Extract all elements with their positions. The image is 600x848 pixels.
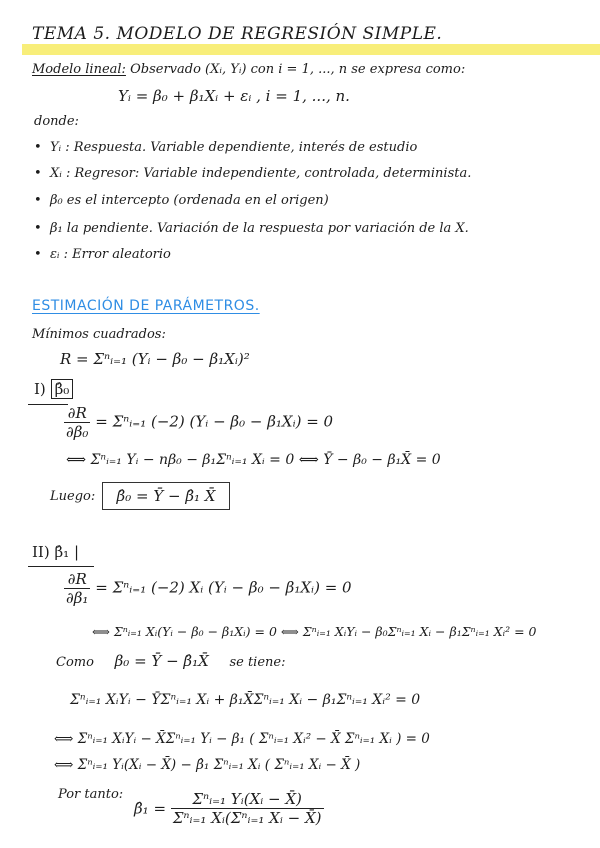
part1-fraction [64, 404, 90, 441]
final-denominator: Σⁿᵢ₌₁ Xᵢ(Σⁿᵢ₌₁ Xᵢ − X̄) [172, 809, 322, 827]
bullet-item: • β₀ es el intercepto (ordenada en el origen) [34, 193, 329, 208]
bullet-text: Xᵢ : Regresor: Variable independiente, controlada, determinista. [49, 166, 472, 181]
part1-deriv-rhs: = Σⁿᵢ₌₁ (−2) (Yᵢ − β₀ − β₁Xᵢ) = 0 [95, 412, 334, 431]
part1-derivative [64, 404, 333, 441]
como-equation: β₀ = Ȳ − β̂₁X̄ [114, 652, 209, 670]
part2-header: II) β̂₁ | [32, 543, 79, 561]
model-label: Modelo lineal: [32, 62, 126, 77]
luego-label: Luego: [50, 489, 96, 504]
least-squares-label: Mínimos cuadrados: [32, 327, 166, 342]
part2-fraction [64, 570, 90, 607]
estimation-heading: ESTIMACIÓN DE PARÁMETROS. [32, 298, 260, 314]
bullet-item: • β₁ la pendiente. Variación de la respuesta por variación de la X. [34, 221, 469, 236]
part2-line2: ⟺ Σⁿᵢ₌₁ XᵢYᵢ − X̄Σⁿᵢ₌₁ Yᵢ − β₁ ( Σⁿᵢ₌₁ Xᵢ² − X̄ Σⁿᵢ₌₁ Xᵢ ) = 0 [54, 731, 430, 747]
final-fraction [171, 790, 324, 827]
title-highlight [22, 44, 600, 55]
part1-result-box [102, 482, 230, 510]
part1-deriv-den: ∂β₀ [66, 423, 89, 441]
part2-final [134, 790, 324, 827]
model-equation: Yᵢ = β₀ + β₁Xᵢ + εᵢ , i = 1, ..., n. [118, 87, 350, 105]
part2-line1: Σⁿᵢ₌₁ XᵢYᵢ − ȲΣⁿᵢ₌₁ Xᵢ + β₁X̄Σⁿᵢ₌₁ Xᵢ − β₁Σⁿᵢ₌₁ Xᵢ² = 0 [70, 692, 421, 708]
where-label: donde: [34, 114, 79, 129]
part1-result: β̂₀ = Ȳ − β̂₁ X̄ [116, 487, 216, 505]
final-lhs: β̂₁ = [134, 799, 167, 818]
por-tanto-label: Por tanto: [58, 787, 124, 802]
part2-deriv-num: ∂R [64, 570, 90, 589]
bullet-item: • εᵢ : Error aleatorio [34, 247, 171, 262]
model-intro: Observado (Xᵢ, Yᵢ) con i = 1, ..., n se expresa como: [130, 62, 466, 77]
part2-underline [28, 566, 94, 567]
como-label: Como [56, 655, 94, 670]
part1-underline [28, 404, 68, 405]
como-line [56, 652, 285, 670]
model-line [32, 62, 465, 77]
r-equation: R = Σⁿᵢ₌₁ (Yᵢ − β₀ − β₁Xᵢ)² [60, 350, 250, 368]
se-tiene-label: se tiene: [229, 655, 286, 670]
part1-label: I) [34, 380, 46, 398]
part2-deriv-den: ∂β₁ [66, 589, 89, 607]
bullet-text: β₁ la pendiente. Variación de la respuesta por variación de la X. [49, 221, 469, 236]
part1-header [34, 380, 73, 398]
part1-equivalence: ⟺ Σⁿᵢ₌₁ Yᵢ − nβ₀ − β₁Σⁿᵢ₌₁ Xᵢ = 0 ⟺ Ȳ − β₀ − β₁X̄ = 0 [66, 452, 441, 468]
part2-derivative [64, 570, 352, 607]
part2-line3: ⟺ Σⁿᵢ₌₁ Yᵢ(Xᵢ − X̄) − β̂₁ Σⁿᵢ₌₁ Xᵢ ( Σⁿᵢ₌₁ Xᵢ − X̄ ) [54, 757, 361, 773]
part1-deriv-num: ∂R [64, 404, 90, 423]
part2-deriv-rhs: = Σⁿᵢ₌₁ (−2) Xᵢ (Yᵢ − β₀ − β₁Xᵢ) = 0 [95, 578, 352, 597]
part2-label: II) [32, 543, 50, 561]
page-title: TEMA 5. MODELO DE REGRESIÓN SIMPLE. [32, 24, 443, 44]
final-numerator: Σⁿᵢ₌₁ Yᵢ(Xᵢ − X̄) [171, 790, 324, 809]
bullet-text: β₀ es el intercepto (ordenada en el origen) [49, 193, 329, 208]
part1-param: β̂₀ [51, 379, 74, 399]
bullet-item: • Yᵢ : Respuesta. Variable dependiente, interés de estudio [34, 140, 418, 155]
part2-equivalence: ⟺ Σⁿᵢ₌₁ Xᵢ(Yᵢ − β₀ − β₁Xᵢ) = 0 ⟺ Σⁿᵢ₌₁ XᵢYᵢ − β₀Σⁿᵢ₌₁ Xᵢ − β₁Σⁿᵢ₌₁ Xᵢ² = 0 [92, 624, 537, 639]
bullet-item: • Xᵢ : Regresor: Variable independiente, controlada, determinista. [34, 166, 472, 181]
part2-param: β̂₁ [54, 543, 70, 561]
bullet-text: Yᵢ : Respuesta. Variable dependiente, interés de estudio [49, 140, 418, 155]
bullet-text: εᵢ : Error aleatorio [49, 247, 171, 262]
